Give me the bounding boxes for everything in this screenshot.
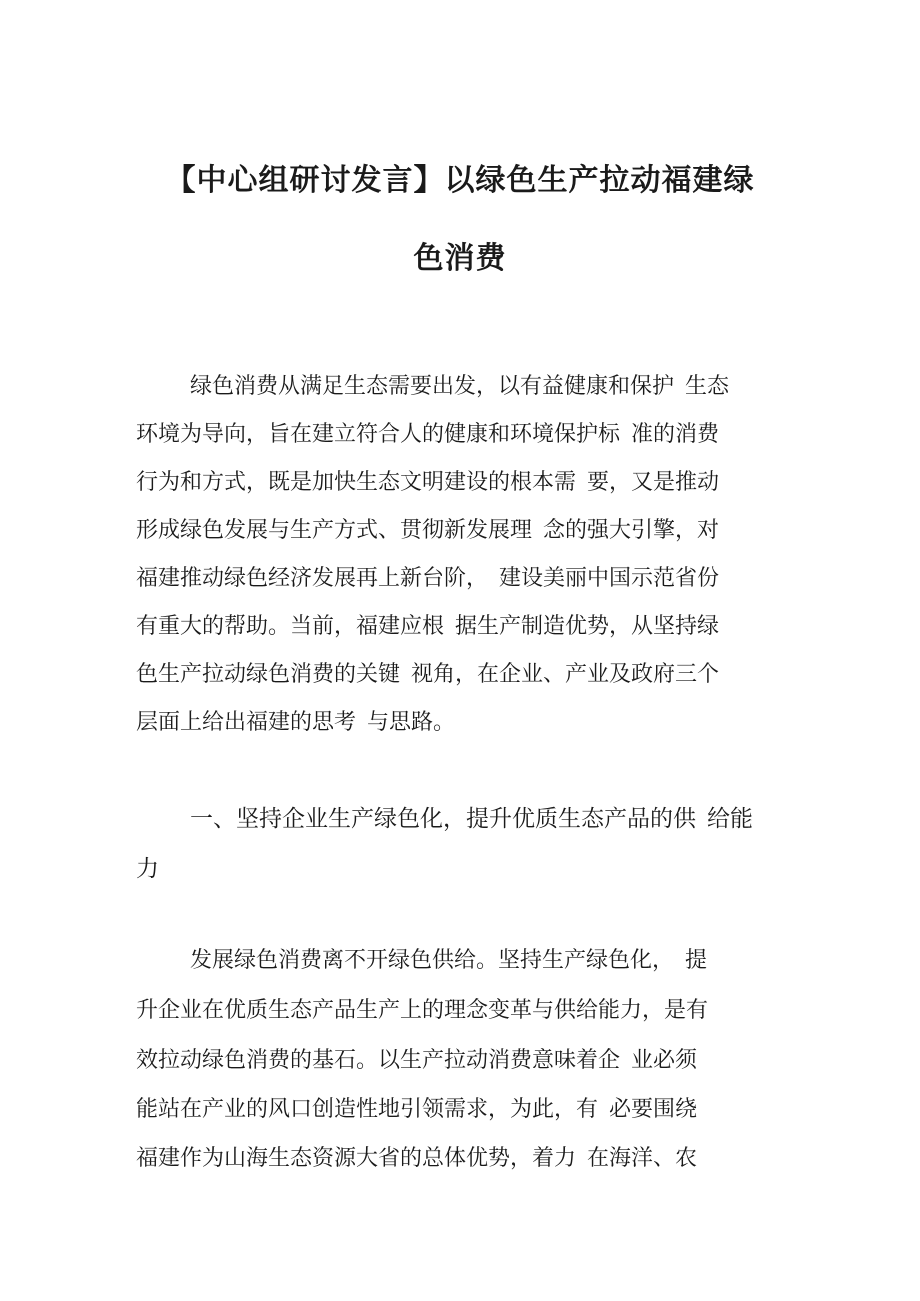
intro-line-8: 层面上给出福建的思考 与思路。 [136, 710, 456, 735]
section-1-heading-line-2: 力 [136, 856, 159, 882]
document-title-line-1: 【中心组研讨发言】以绿色生产拉动福建绿 [165, 163, 755, 198]
section-1-body-line-4: 能站在产业的风口创造性地引领需求，为此，有 必要围绕 [136, 1097, 698, 1122]
intro-line-3: 行为和方式，既是加快生态文明建设的根本需 要，又是推动 [136, 470, 720, 495]
intro-line-1: 绿色消费从满足生态需要出发，以有益健康和保护 生态 [190, 374, 730, 399]
intro-line-7: 色生产拉动绿色消费的关键 视角，在企业、产业及政府三个 [136, 662, 720, 687]
section-1-body-line-2: 升企业在优质生态产品生产上的理念变革与供给能力，是有 [136, 998, 709, 1023]
section-1-body-line-1: 发展绿色消费离不开绿色供给。坚持生产绿色化， 提 [190, 948, 708, 973]
section-1-body-line-5: 福建作为山海生态资源大省的总体优势，着力 在海洋、农 [136, 1146, 698, 1171]
intro-line-2: 环境为导向，旨在建立符合人的健康和环境保护标 准的消费 [136, 422, 720, 447]
section-1-body-line-3: 效拉动绿色消费的基石。以生产拉动消费意味着企 业必须 [136, 1048, 698, 1073]
intro-line-5: 福建推动绿色经济发展再上新台阶， 建设美丽中国示范省份 [136, 566, 720, 591]
section-1-heading-line-1: 一、坚持企业生产绿色化，提升优质生态产品的供 给能 [190, 806, 753, 832]
intro-line-6: 有重大的帮助。当前，福建应根 据生产制造优势，从坚持绿 [136, 614, 720, 639]
document-title-line-2: 色消费 [413, 241, 507, 276]
intro-line-4: 形成绿色发展与生产方式、贯彻新发展理 念的强大引擎，对 [136, 518, 720, 543]
